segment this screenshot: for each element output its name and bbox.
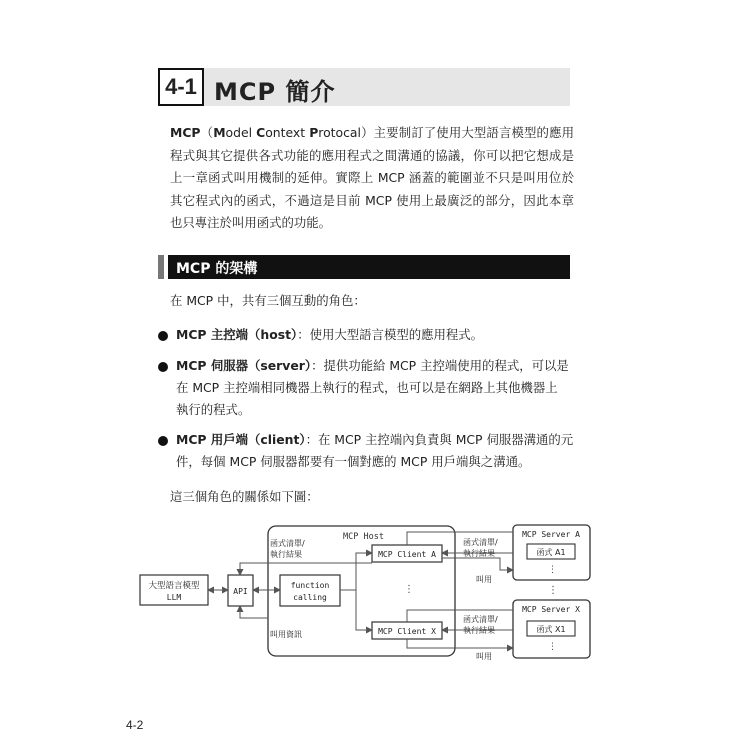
page-number: 4-2 bbox=[126, 718, 144, 732]
llm-label-2: LLM bbox=[166, 593, 182, 602]
clients-dots: ⋮ bbox=[404, 584, 414, 595]
roles-intro: 在 MCP 中，共有三個互動的角色： bbox=[170, 293, 366, 308]
client-a-label: MCP Client A bbox=[378, 550, 436, 559]
intro-lead: MCP bbox=[170, 125, 201, 140]
chapter-title: MCP 簡介 bbox=[214, 78, 336, 106]
server-x-dots: ⋮ bbox=[548, 642, 557, 652]
func-x1-label: 函式 X1 bbox=[536, 625, 566, 634]
intro-paragraph: MCP（Model Context Protocal）主要制訂了使用大型語言模型的應用程式與其它提供各式功能的應用程式之間溝通的協議，你可以把它想成是上一章函式叫用機制的延伸。實際上 MCP 涵蓋的範圍並不只是叫用位於其它程式內的函式，不過這是目前 MCP 使用上最廣泛的部分，因此本章也只專注於叫用函式的功能。 bbox=[170, 125, 575, 231]
section-title: MCP 的架構 bbox=[176, 261, 258, 277]
call-info-label: 叫用資訊 bbox=[270, 630, 302, 639]
function-calling-label-1: function bbox=[290, 581, 330, 590]
bullet-server: MCP 伺服器（server）：提供功能給 MCP 主控端使用的程式，可以是 bbox=[176, 358, 569, 373]
list-label-upper-2: 執行結果 bbox=[270, 550, 302, 559]
bullet-host: MCP 主控端（host）：使用大型語言模型的應用程式。 bbox=[176, 327, 484, 342]
list-label-a-1: 函式清單/ bbox=[463, 538, 498, 547]
llm-label-1: 大型語言模型 bbox=[148, 581, 200, 591]
call-label-a: 叫用 bbox=[476, 575, 492, 584]
func-a1-label: 函式 A1 bbox=[536, 548, 566, 557]
server-a-dots: ⋮ bbox=[548, 565, 557, 575]
bullet-client-line2: 件，每個 MCP 伺服器都要有一個對應的 MCP 用戶端與之溝通。 bbox=[176, 454, 531, 469]
function-calling-label-2: calling bbox=[293, 593, 327, 602]
diagram-intro: 這三個角色的關係如下圖： bbox=[170, 489, 319, 504]
list-label-upper-1: 函式清單/ bbox=[270, 539, 305, 548]
list-label-x-1: 函式清單/ bbox=[463, 615, 498, 624]
chapter-number: 4-1 bbox=[158, 68, 204, 106]
list-label-a-2: 執行結果 bbox=[463, 549, 495, 558]
bullet-server-line3: 執行的程式。 bbox=[176, 402, 251, 417]
servers-dots: ⋮ bbox=[548, 585, 558, 596]
api-label: API bbox=[233, 587, 248, 596]
intro-body: ）主要制訂了使用大型語言模型的應用程式與其它提供各式功能的應用程式之間溝通的協議，你可以把它想成是上一章函式叫用機制的延伸。實際上 MCP 涵蓋的範圍並不只是叫用位於其它程式內的函式，不過這是目前 MCP 使用上最廣泛的部分，因此本章也只專注於叫用函式的功能。 bbox=[170, 125, 575, 231]
bullet-client: MCP 用戶端（client）：在 MCP 主控端內負責與 MCP 伺服器溝通的元 bbox=[176, 432, 574, 447]
mcp-host-label: MCP Host bbox=[343, 532, 384, 542]
server-x-label: MCP Server X bbox=[522, 605, 580, 614]
server-a-label: MCP Server A bbox=[522, 530, 580, 539]
bullet-server-line2: 在 MCP 主控端相同機器上執行的程式，也可以是在網路上其他機器上 bbox=[176, 380, 558, 395]
list-label-x-2: 執行結果 bbox=[463, 626, 495, 635]
client-x-label: MCP Client X bbox=[378, 627, 436, 636]
call-label-x: 叫用 bbox=[476, 652, 492, 661]
